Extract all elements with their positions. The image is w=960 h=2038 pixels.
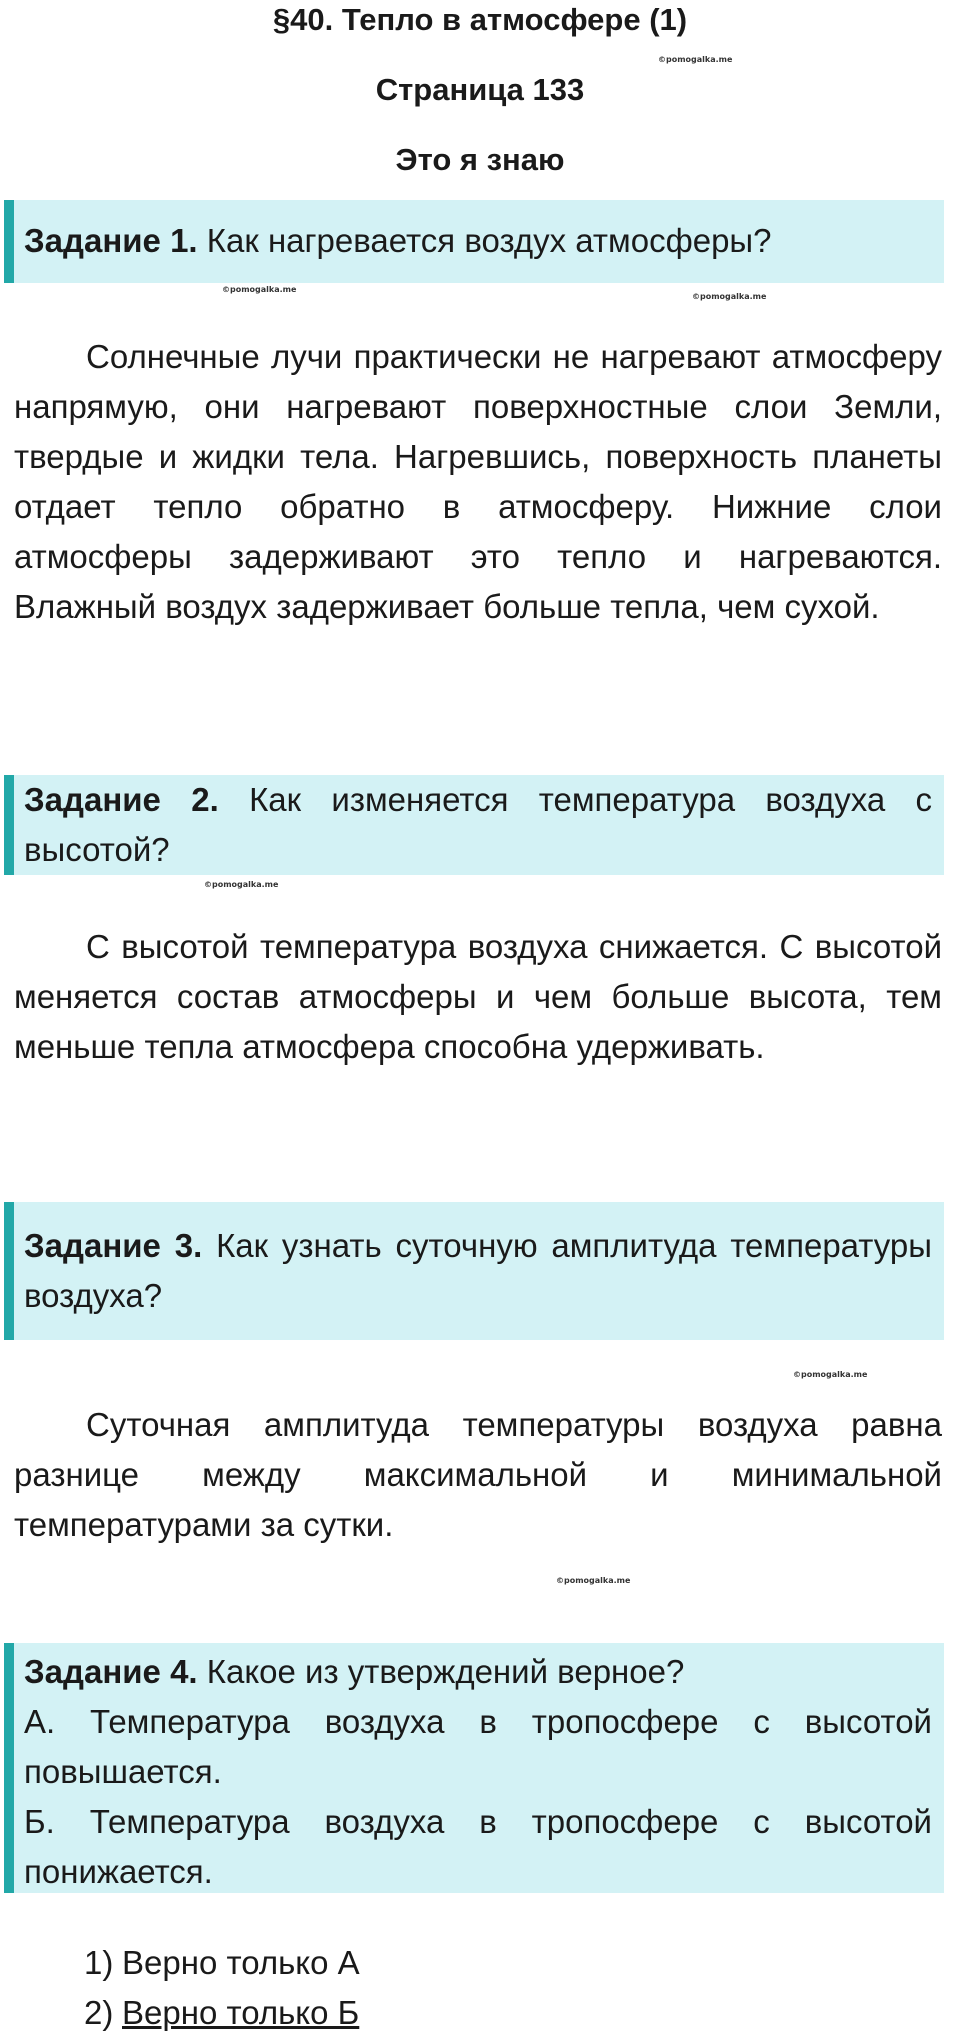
page-number: Страница 133 xyxy=(375,72,585,107)
choice-2-number: 2) xyxy=(84,1994,114,2031)
watermark: ©pomogalka.me xyxy=(793,1370,868,1379)
task-2-question: Как изменяется температура воздуха с высотой? xyxy=(24,781,932,868)
page-title: §40. Тепло в атмосфере (1) xyxy=(272,2,688,37)
choice-2-text: Верно только Б xyxy=(122,1994,360,2031)
section-title: Это я знаю xyxy=(395,142,565,177)
task-1-label: Задание 1. xyxy=(24,222,198,259)
task-4-box xyxy=(4,1643,944,1893)
choice-1-text: Верно только А xyxy=(122,1944,360,1981)
task-4-question: Какое из утверждений верное? xyxy=(206,1653,685,1690)
choice-2 xyxy=(84,1988,359,2038)
task-2-label: Задание 2. xyxy=(24,781,219,818)
choice-1-number: 1) xyxy=(84,1944,114,1981)
watermark: ©pomogalka.me xyxy=(222,285,297,294)
task-1-answer: Солнечные лучи практически не нагревают атмосферу напрямую, они нагревают поверхностные слои Земли, твердые и жидки тела. Нагревшись, поверхность планеты отдает тепло обратно в атмосферу. Нижние слои атмосферы задерживают это тепло и нагреваются. Влажный воздух задерживает больше тепла, чем сухой. xyxy=(14,338,942,625)
task-3-box xyxy=(4,1202,944,1340)
watermark: ©pomogalka.me xyxy=(204,880,279,889)
task-3-label: Задание 3. xyxy=(24,1227,203,1264)
task-3-answer: Суточная амплитуда температуры воздуха равна разнице между максимальной и минимальной температурами за сутки. xyxy=(14,1406,942,1543)
task-2-answer: С высотой температура воздуха снижается. С высотой меняется состав атмосферы и чем больше высота, тем меньше тепла атмосфера способна удерживать. xyxy=(14,928,942,1065)
watermark: ©pomogalka.me xyxy=(556,1576,631,1585)
task-4-label: Задание 4. xyxy=(24,1653,198,1690)
task-2-box xyxy=(4,775,944,875)
task-1-question: Как нагревается воздух атмосферы? xyxy=(206,222,772,259)
task-4-option-b: Б. Температура воздуха в тропосфере с высотой понижается. xyxy=(24,1803,932,1890)
watermark: ©pomogalka.me xyxy=(692,292,767,301)
task-4-option-a: А. Температура воздуха в тропосфере с высотой повышается. xyxy=(24,1703,932,1790)
watermark: ©pomogalka.me xyxy=(658,55,733,64)
task-3-question: Как узнать суточную амплитуда температуры воздуха? xyxy=(24,1227,932,1314)
task-1-box xyxy=(4,200,944,283)
choice-1 xyxy=(84,1938,360,1988)
